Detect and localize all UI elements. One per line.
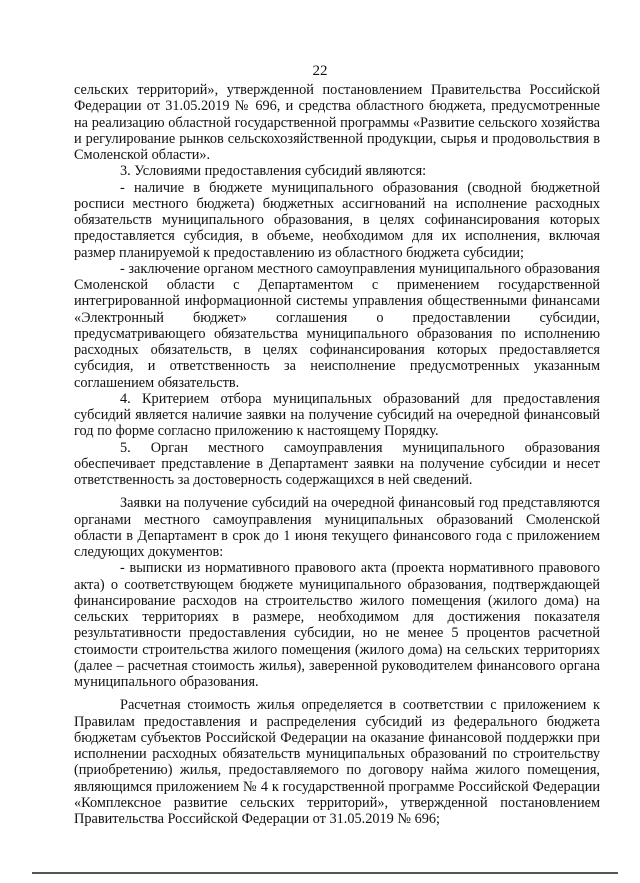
paragraph-continuation: сельских территорий», утвержденной постановлением Правительства Российской Федерации от 31.05.2019 № 696, и средства областного бюджета, предусмотренные на реализацию областной государственной программы «Развитие сельского хозяйства и регулирование рынков сельскохозяйственной продукции, сырья и продовольствия в Смоленской области». — [74, 82, 600, 163]
paragraph-condition-budget: - наличие в бюджете муниципального образования (сводной бюджетной росписи местного бюджета) бюджетных ассигнований на исполнение расходных обязательств муниципального образования, в целях софинансирования которых предоставляется субсидия, в объеме, необходимом для их исполнения, включая размер планируемой к предоставлению из областного бюджета субсидии; — [74, 179, 600, 261]
scan-bottom-edge — [32, 872, 618, 874]
document-body — [74, 82, 600, 827]
paragraph-application-deadline: Заявки на получение субсидий на очередной финансовый год представляются органами местного самоуправления муниципальных образований Смоленской области в Департамент в срок до 1 июня текущего финансового года с приложением следующих документов: — [74, 495, 600, 560]
paragraph-selection-criterion: 4. Критерием отбора муниципальных образований для предоставления субсидий является наличие заявки на получение субсидий на очередной финансовый год по форме согласно приложению к настоящему Порядку. — [74, 390, 600, 440]
paragraph-estimated-cost: Расчетная стоимость жилья определяется в соответствии с приложением к Правилам предоставления и распределения субсидий из федерального бюджета бюджетам субъектов Российской Федерации на оказание финансовой поддержки при исполнении расходных обязательств муниципальных образований по строительству (приобретению) жилья, предоставляемого по договору найма жилого помещения, являющимся приложением № 4 к государственной программе Российской Федерации «Комплексное развитие сельских территорий», утвержденной постановлением Правительства Российской Федерации от 31.05.2019 № 696; — [74, 697, 600, 827]
paragraph-conditions-heading: 3. Условиями предоставления субсидий являются: — [120, 163, 427, 180]
paragraph-budget-extract: - выписки из нормативного правового акта (проекта нормативного правового акта) о соответствующем бюджете муниципального образования, подтверждающей финансирование расходов на строительство жилого помещения (жилого дома) на сельских территориях в размере, необходимом для достижения показателя результативности предоставления субсидии, но не менее 5 процентов расчетной стоимости строительства жилого помещения (жилого дома) на сельских территориях (далее – расчетная стоимость жилья), заверенной руководителем финансового органа муниципального образования. — [74, 560, 600, 690]
paragraph-application-responsibility: 5. Орган местного самоуправления муниципального образования обеспечивает представление в Департамент заявки на получение субсидии и несет ответственность за достоверность содержащихся в ней сведений. — [74, 439, 600, 488]
page-number: 22 — [312, 63, 328, 79]
paragraph-condition-agreement: - заключение органом местного самоуправления муниципального образования Смоленской области с Департаментом с применением государственной интегрированной информационной системы управления общественными финансами «Электронный бюджет» соглашения о предоставлении субсидии, предусматривающего обязательства муниципального образования по исполнению расходных обязательств, в целях софинансирования которых предоставляется субсидия, и ответственность за неисполнение предусмотренных указанным соглашением обязательств. — [74, 260, 600, 391]
